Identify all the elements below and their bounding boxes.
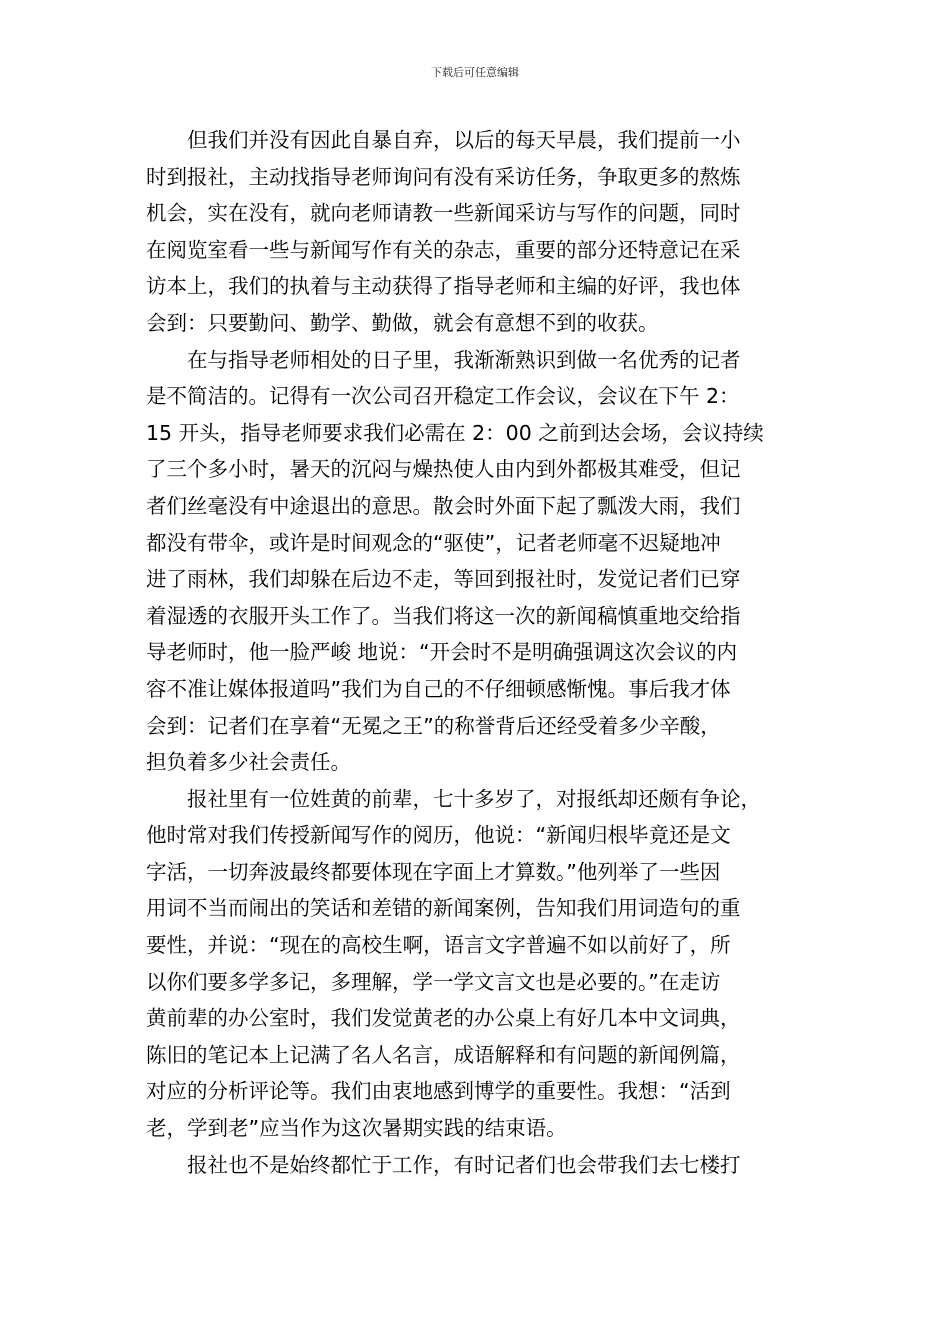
text-line: 15 开头，指导老师要求我们必需在 2：00 之前到达会场，会议持续 bbox=[146, 420, 764, 445]
text-line: 时到报社，主动找指导老师询问有没有采访任务，争取更多的熬炼 bbox=[146, 164, 741, 189]
paragraph bbox=[146, 781, 810, 1147]
text-line: 用词不当而闹出的笑话和差错的新闻案例，告知我们用词造句的重 bbox=[146, 896, 741, 921]
text-line: 访本上，我们的执着与主动获得了指导老师和主编的好评，我也体 bbox=[146, 274, 741, 299]
header-note: 下载后可任意编辑 bbox=[431, 66, 519, 79]
text-line: 他时常对我们传授新闻写作的阅历，他说：“新闻归根毕竟还是文 bbox=[146, 823, 731, 848]
text-line: 都没有带伞，或许是时间观念的“驱使”，记者老师毫不迟疑地冲 bbox=[146, 530, 721, 555]
text-line: 以你们要多学多记，多理解，学一学文言文也是必要的。”在走访 bbox=[146, 969, 721, 994]
text-line: 会到：只要勤问、勤学、勤做，就会有意想不到的收获。 bbox=[146, 310, 659, 335]
text-line: 对应的分析评论等。我们由衷地感到博学的重要性。我想：“活到 bbox=[146, 1079, 731, 1104]
text-line: 但我们并没有因此自暴自弃，以后的每天早晨，我们提前一小 bbox=[187, 128, 741, 152]
text-line: 字活，一切奔波最终都要体现在字面上才算数。”他列举了一些因 bbox=[146, 859, 721, 884]
text-line: 报社里有一位姓黄的前辈，七十多岁了，对报纸却还颇有争论， bbox=[187, 786, 761, 811]
text-line: 会到：记者们在享着“无冕之王”的称誉背后还经受着多少辛酸， bbox=[146, 713, 721, 738]
text-line: 在与指导老师相处的日子里，我渐渐熟识到做一名优秀的记者 bbox=[187, 347, 741, 372]
text-line: 担负着多少社会责任。 bbox=[146, 750, 351, 775]
text-line: 了三个多小时，暑天的沉闷与燥热使人由内到外都极其难受，但记 bbox=[146, 457, 741, 482]
text-line: 陈旧的笔记本上记满了名人名言，成语解释和有问题的新闻例篇， bbox=[146, 1042, 741, 1067]
text-line: 者们丝毫没有中途退出的意思。散会时外面下起了瓢泼大雨，我们 bbox=[146, 493, 741, 518]
text-line: 容不准让媒体报道吗”我们为自己的不仔细顿感惭愧。事后我才体 bbox=[146, 676, 731, 701]
text-line: 着湿透的衣服开头工作了。当我们将这一次的新闻稿慎重地交给指 bbox=[146, 603, 741, 628]
text-line: 是不简洁的。记得有一次公司召开稳定工作会议，会议在下午 2： bbox=[146, 384, 740, 409]
paragraph bbox=[146, 342, 810, 781]
text-line: 黄前辈的办公室时，我们发觉黄老的办公桌上有好几本中文词典， bbox=[146, 1006, 741, 1031]
text-line: 在阅览室看一些与新闻写作有关的杂志，重要的部分还特意记在采 bbox=[146, 237, 741, 262]
text-line: 老，学到老”应当作为这次暑期实践的结束语。 bbox=[146, 1116, 567, 1141]
document-body bbox=[146, 122, 810, 1183]
paragraph bbox=[146, 1147, 810, 1184]
paragraph bbox=[146, 122, 810, 342]
text-line: 导老师时，他一脸严峻 地说：“开会时不是明确强调这次会议的内 bbox=[146, 640, 738, 665]
text-line: 进了雨林，我们却躲在后边不走，等回到报社时，发觉记者们已穿 bbox=[146, 567, 741, 592]
text-line: 机会，实在没有，就向老师请教一些新闻采访与写作的问题，同时 bbox=[146, 201, 741, 226]
text-line: 要性，并说：“现在的高校生啊，语言文字普遍不如以前好了，所 bbox=[146, 933, 731, 958]
text-line: 报社也不是始终都忙于工作，有时记者们也会带我们去七楼打 bbox=[187, 1152, 741, 1177]
